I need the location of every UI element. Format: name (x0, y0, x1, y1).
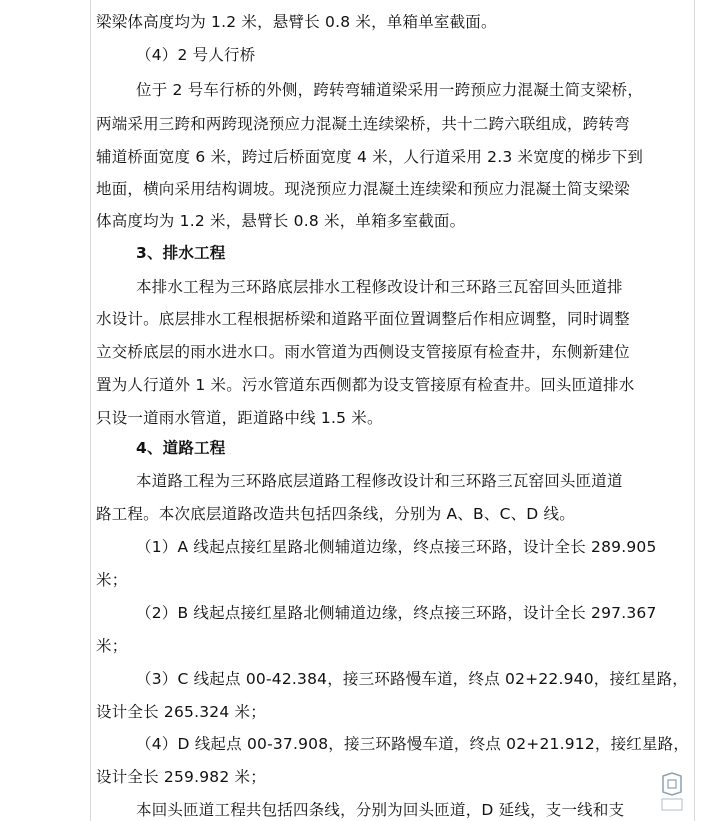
text-line: 两端采用三跨和两跨现浇预应力混凝土连续梁桥，共十二跨六联组成，跨转弯 (96, 115, 630, 133)
text-line: 水设计。底层排水工程根据桥梁和道路平面位置调整后作相应调整，同时调整 (96, 310, 630, 328)
text-line: 本排水工程为三环路底层排水工程修改设计和三环路三瓦窑回头匝道排 (136, 278, 623, 296)
margin-line-left (90, 0, 91, 821)
text-line: 梁梁体高度均为 1.2 米，悬臂长 0.8 米，单箱单室截面。 (96, 13, 497, 31)
list-item: （2）B 线起点接红星路北侧辅道边缘，终点接三环路，设计全长 297.367 (136, 604, 657, 622)
text-line: 位于 2 号车行桥的外侧，跨转弯辅道梁采用一跨预应力混凝土简支梁桥， (136, 81, 644, 99)
section-heading: 4、道路工程 (136, 439, 226, 457)
text-line: 米； (96, 571, 128, 589)
text-line: 米； (96, 637, 128, 655)
text-line: 本道路工程为三环路底层道路工程修改设计和三环路三瓦窑回头匝道道 (136, 472, 623, 490)
text-line: 只设一道雨水管道，距道路中线 1.5 米。 (96, 409, 383, 427)
text-line: 本回头匝道工程共包括四条线，分别为回头匝道，D 延线，支一线和支 (136, 801, 625, 819)
text-line: 立交桥底层的雨水进水口。雨水管道为西侧设支管接原有检查井，东侧新建位 (96, 343, 630, 361)
text-line: 地面，横向采用结构调坡。现浇预应力混凝土连续梁和预应力混凝土简支梁梁 (96, 180, 630, 198)
subsection-heading: （4）2 号人行桥 (136, 46, 256, 64)
margin-line-right (694, 0, 695, 821)
text-line: 置为人行道外 1 米。污水管道东西侧都为设支管接原有检查井。回头匝道排水 (96, 376, 635, 394)
list-item: （1）A 线起点接红星路北侧辅道边缘，终点接三环路，设计全长 289.905 (136, 538, 657, 556)
text-line: 设计全长 265.324 米； (96, 703, 266, 721)
text-line: 体高度均为 1.2 米，悬臂长 0.8 米，单箱多室截面。 (96, 212, 466, 230)
text-line: 路工程。本次底层道路改造共包括四条线，分别为 A、B、C、D 线。 (96, 505, 575, 523)
list-item: （3）C 线起点 00-42.384，接三环路慢车道，终点 02+22.940，接红星路， (136, 670, 688, 688)
logo-icon (660, 772, 684, 812)
section-heading: 3、排水工程 (136, 244, 226, 262)
text-line: 辅道桥面宽度 6 米，跨过后桥面宽度 4 米，人行道采用 2.3 米宽度的梯步下到 (96, 148, 644, 166)
text-line: 设计全长 259.982 米； (96, 768, 266, 786)
list-item: （4）D 线起点 00-37.908，接三环路慢车道，终点 02+21.912，接红星路， (136, 735, 690, 753)
